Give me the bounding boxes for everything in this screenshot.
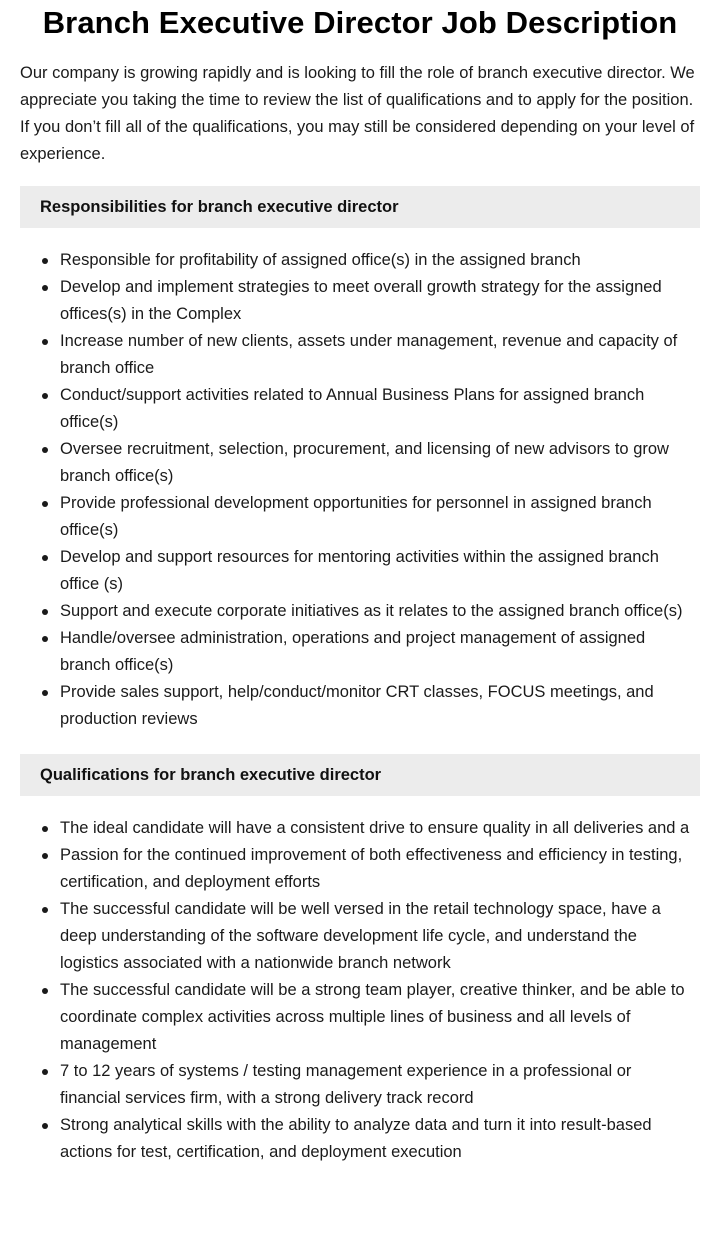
- qualification-item: [20, 1058, 700, 1112]
- responsibility-item: [20, 436, 700, 490]
- responsibility-item-text: Provide sales support, help/conduct/monitor CRT classes, FOCUS meetings, and production reviews: [60, 683, 654, 728]
- responsibility-item-text: Oversee recruitment, selection, procurement, and licensing of new advisors to grow branch office(s): [60, 440, 669, 485]
- bullet-icon: [42, 907, 48, 913]
- responsibility-item-text: Conduct/support activities related to Annual Business Plans for assigned branch office(s): [60, 386, 645, 431]
- qualification-item: [20, 815, 700, 842]
- responsibility-item: [20, 490, 700, 544]
- responsibilities-heading: Responsibilities for branch executive director: [20, 186, 700, 228]
- bullet-icon: [42, 988, 48, 994]
- responsibilities-list: [20, 247, 700, 733]
- bullet-icon: [42, 636, 48, 642]
- responsibility-item-text: Develop and support resources for mentoring activities within the assigned branch office (s): [60, 548, 659, 593]
- qualification-item: [20, 842, 700, 896]
- responsibility-item: [20, 625, 700, 679]
- bullet-icon: [42, 609, 48, 615]
- bullet-icon: [42, 853, 48, 859]
- responsibility-item-text: Responsible for profitability of assigned office(s) in the assigned branch: [60, 251, 581, 269]
- responsibility-item: [20, 598, 700, 625]
- qualification-item-text: The successful candidate will be a strong team player, creative thinker, and be able to coordinate complex activities across multiple lines of business and all levels of management: [60, 981, 685, 1053]
- responsibility-item: [20, 274, 700, 328]
- intro-paragraph: Our company is growing rapidly and is looking to fill the role of branch executive director. We appreciate you taking the time to review the list of qualifications and to apply for the position. If you don’t fill all of the qualifications, you may still be considered depending on your level of experience.: [20, 64, 695, 163]
- responsibility-item: [20, 328, 700, 382]
- responsibility-item: [20, 382, 700, 436]
- qualifications-list: [20, 815, 700, 1166]
- bullet-icon: [42, 826, 48, 832]
- bullet-icon: [42, 501, 48, 507]
- qualification-item-text: Strong analytical skills with the ability to analyze data and turn it into result-based actions for test, certification, and deployment execution: [60, 1116, 652, 1161]
- bullet-icon: [42, 1123, 48, 1129]
- responsibility-item: [20, 544, 700, 598]
- bullet-icon: [42, 690, 48, 696]
- qualifications-heading: Qualifications for branch executive director: [20, 754, 700, 796]
- bullet-icon: [42, 285, 48, 291]
- responsibility-item: [20, 247, 700, 274]
- qualification-item-text: 7 to 12 years of systems / testing management experience in a professional or financial services firm, with a strong delivery track record: [60, 1062, 632, 1107]
- page-title: Branch Executive Director Job Description: [42, 5, 678, 40]
- bullet-icon: [42, 258, 48, 264]
- responsibility-item-text: Provide professional development opportunities for personnel in assigned branch office(s): [60, 494, 652, 539]
- responsibility-item-text: Handle/oversee administration, operations and project management of assigned branch office(s): [60, 629, 646, 674]
- qualification-item-text: The successful candidate will be well versed in the retail technology space, have a deep understanding of the software development life cycle, and understand the logistics associated with a nationwide branch network: [60, 900, 661, 972]
- bullet-icon: [42, 1069, 48, 1075]
- bullet-icon: [42, 339, 48, 345]
- qualification-item: [20, 977, 700, 1058]
- bullet-icon: [42, 555, 48, 561]
- qualification-item-text: Passion for the continued improvement of both effectiveness and efficiency in testing, certification, and deployment efforts: [60, 846, 683, 891]
- responsibility-item: [20, 679, 700, 733]
- qualification-item: [20, 1112, 700, 1166]
- bullet-icon: [42, 393, 48, 399]
- qualification-item: [20, 896, 700, 977]
- qualification-item-text: The ideal candidate will have a consistent drive to ensure quality in all deliveries and a: [60, 819, 690, 837]
- bullet-icon: [42, 447, 48, 453]
- responsibility-item-text: Develop and implement strategies to meet overall growth strategy for the assigned offices(s) in the Complex: [60, 278, 662, 323]
- responsibility-item-text: Increase number of new clients, assets under management, revenue and capacity of branch office: [60, 332, 678, 377]
- responsibility-item-text: Support and execute corporate initiatives as it relates to the assigned branch office(s): [60, 602, 683, 620]
